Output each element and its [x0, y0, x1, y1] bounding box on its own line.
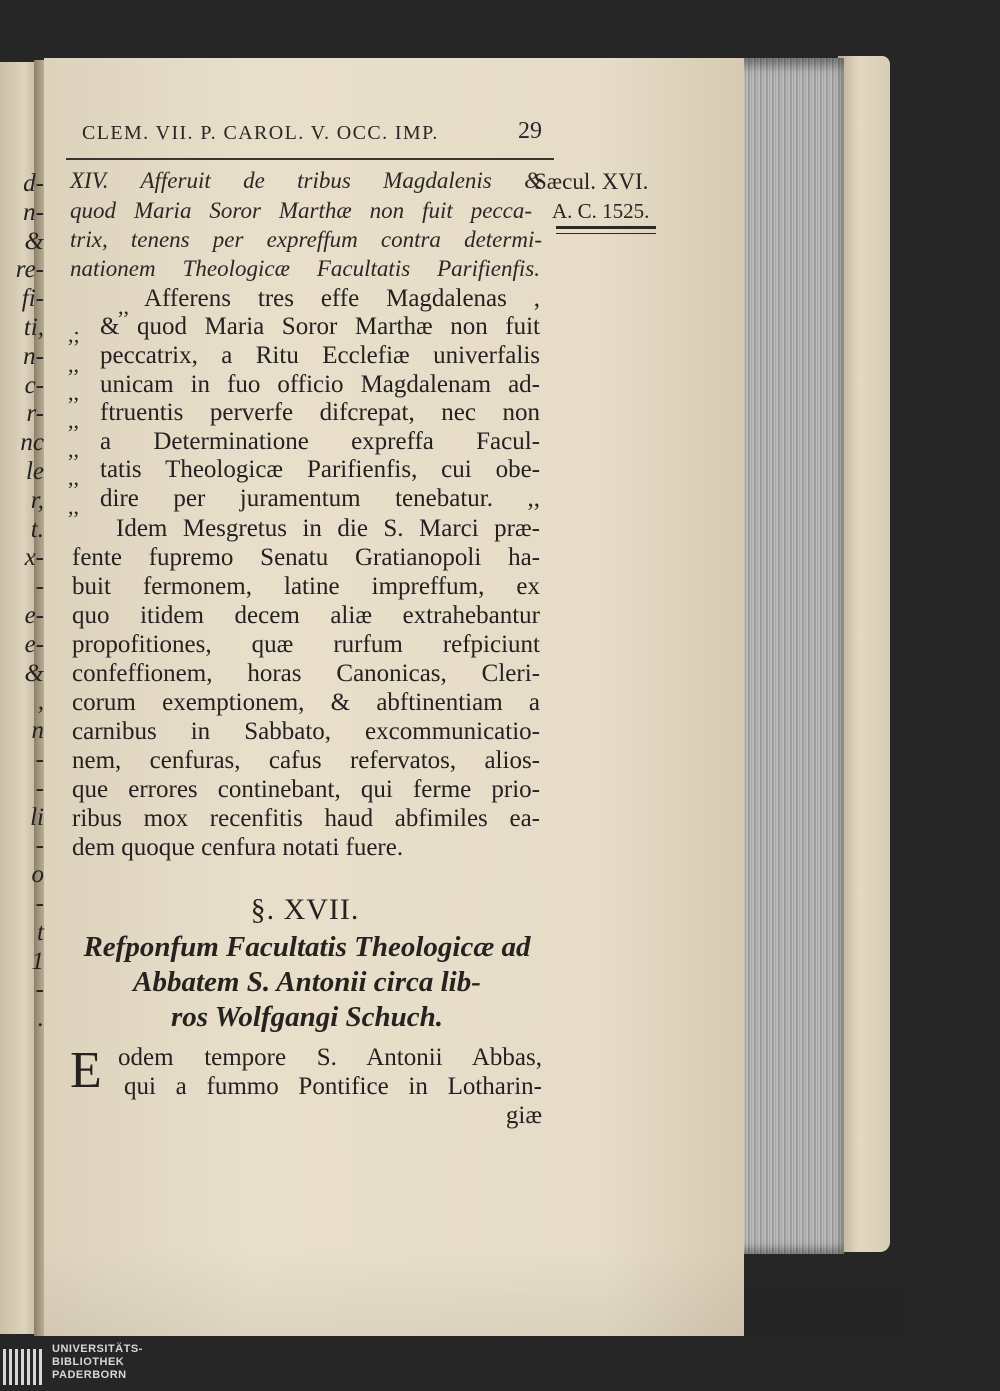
- italic-line: trix, tenens per expreffum contra determi-: [70, 227, 542, 252]
- left-page-fragment: &: [24, 659, 44, 687]
- left-page-fragment: re-: [15, 256, 44, 284]
- left-page-fragment: .: [37, 1005, 44, 1033]
- quote-mark: ,,: [68, 465, 79, 490]
- library-name-line: BIBLIOTHEK: [52, 1356, 125, 1368]
- body-line: fente fupremo Senatu Gratianopoli ha-: [72, 544, 540, 571]
- left-page-fragment: -: [35, 832, 44, 860]
- body-line: ribus mox recenfitis haud abfimiles ea-: [72, 805, 540, 832]
- catchword: giæ: [505, 1102, 542, 1129]
- left-page-fragment: n: [31, 717, 44, 745]
- body-line: buit fermonem, latine impreffum, ex: [72, 573, 540, 600]
- body-line: propofitiones, quæ rurfum refpiciunt: [72, 631, 540, 658]
- margin-note-year: A. C. 1525.: [552, 199, 650, 223]
- margin-rule: [556, 226, 656, 229]
- left-page-fragment: -: [35, 746, 44, 773]
- body-line: dire per juramentum tenebatur. ,,: [100, 485, 540, 512]
- running-head-text: CLEM. VII. P. CAROL. V. OCC. IMP.: [82, 122, 439, 144]
- body-line: odem tempore S. Antonii Abbas,: [118, 1044, 542, 1071]
- quote-mark: ,;: [68, 322, 80, 347]
- margin-note: [534, 167, 674, 225]
- body-line: ftruentis perverfe difcrepat, nec non: [100, 399, 540, 426]
- left-page-fragment: t.: [30, 515, 44, 543]
- left-page-fragment: li: [30, 803, 44, 831]
- left-page-fragment: e-: [24, 602, 44, 629]
- page-shadow: [44, 1250, 904, 1336]
- left-page-fragment: e-: [24, 630, 44, 658]
- library-logo-icon: [2, 1345, 46, 1387]
- body-line: unicam in fuo officio Magdalenam ad-: [100, 371, 540, 398]
- section-number: §. XVII.: [250, 893, 360, 926]
- library-logo: [0, 1337, 240, 1391]
- drop-cap: E: [70, 1042, 102, 1099]
- italic-line: XIV. Afferuit de tribus Magdalenis &: [70, 168, 542, 193]
- body-line: a Determinatione expreffa Facul-: [100, 428, 540, 455]
- head-rule: [66, 158, 554, 160]
- quote-mark: ,,: [68, 380, 79, 405]
- left-page-fragment: ti,: [23, 314, 44, 341]
- margin-note-century: Sæcul. XVI.: [534, 169, 649, 194]
- left-page-fragment: ,: [37, 688, 44, 716]
- body-line: quo itidem decem aliæ extrahebantur: [72, 602, 540, 629]
- left-page-fragment: x-: [24, 544, 44, 572]
- left-page-fragment: nc: [20, 429, 44, 457]
- quote-mark: ,,: [68, 494, 79, 519]
- body-line: peccatrix, a Ritu Ecclefiæ univerfalis: [100, 342, 540, 369]
- body-line: & quod Maria Soror Marthæ non fuit: [100, 313, 540, 340]
- body-line: tatis Theologicæ Parifienfis, cui obe-: [100, 456, 540, 483]
- left-page-fragment: -: [35, 573, 44, 601]
- body-line: dem quoque cenfura notati fuere.: [72, 834, 404, 861]
- body-line: Afferens tres effe Magdalenas ,: [144, 285, 540, 312]
- left-page-fragment: -: [35, 976, 44, 1004]
- quote-mark: ,,: [118, 294, 129, 319]
- left-page-fragment: t: [37, 918, 44, 946]
- body-line: nem, cenfuras, cafus refervatos, alios-: [72, 747, 540, 774]
- section-title-line: Refponfum Facultatis Theologicæ ad: [83, 931, 531, 963]
- left-page-fragment: d-: [23, 170, 44, 197]
- body-line: corum exemptionem, & abftinentiam a: [72, 689, 540, 716]
- body-line: carnibus in Sabbato, excommunicatio-: [72, 718, 540, 745]
- italic-line: quod Maria Soror Marthæ non fuit pecca-: [70, 198, 532, 223]
- quote-mark: ,,: [68, 437, 79, 462]
- quote-mark: ,,: [68, 408, 79, 433]
- left-page-fragment: -: [35, 774, 44, 802]
- body-line: confeffionem, horas Canonicas, Cleri-: [72, 660, 540, 687]
- quote-mark: ,,: [68, 352, 79, 377]
- library-name-line: UNIVERSITÄTS-: [52, 1343, 143, 1355]
- left-page-fragment: n-: [23, 198, 44, 226]
- library-name: [52, 1343, 143, 1382]
- left-page-fragment: fi-: [21, 285, 44, 313]
- library-name-line: PADERBORN: [52, 1369, 127, 1381]
- page-number: 29: [518, 118, 542, 144]
- left-page-fragment: n-: [23, 342, 44, 370]
- left-page-fragment: r-: [26, 400, 44, 428]
- body-line: Idem Mesgretus in die S. Marci præ-: [116, 515, 540, 542]
- section-title-line: ros Wolfgangi Schuch.: [170, 1001, 444, 1033]
- body-line: que errores continebant, qui ferme prio-: [72, 776, 540, 803]
- section-title-line: Abbatem S. Antonii circa lib-: [133, 966, 481, 998]
- left-page-fragment: &: [24, 227, 44, 255]
- left-page-fragment: c-: [24, 371, 44, 399]
- body-line: qui a fummo Pontifice in Lotharin-: [124, 1073, 542, 1100]
- left-page-fragment: o: [31, 861, 44, 889]
- margin-rule: [556, 233, 656, 234]
- left-page-fragment: -: [35, 890, 44, 917]
- page-edges: [732, 58, 844, 1254]
- left-page-fragment: le: [25, 458, 44, 485]
- left-page-fragment: r,: [30, 486, 44, 514]
- left-page-fragment: 1: [31, 947, 44, 975]
- italic-line: nationem Theologicæ Facultatis Parifienfis.: [70, 256, 540, 281]
- running-head: [82, 118, 542, 145]
- book-cover-edge: [838, 56, 890, 1252]
